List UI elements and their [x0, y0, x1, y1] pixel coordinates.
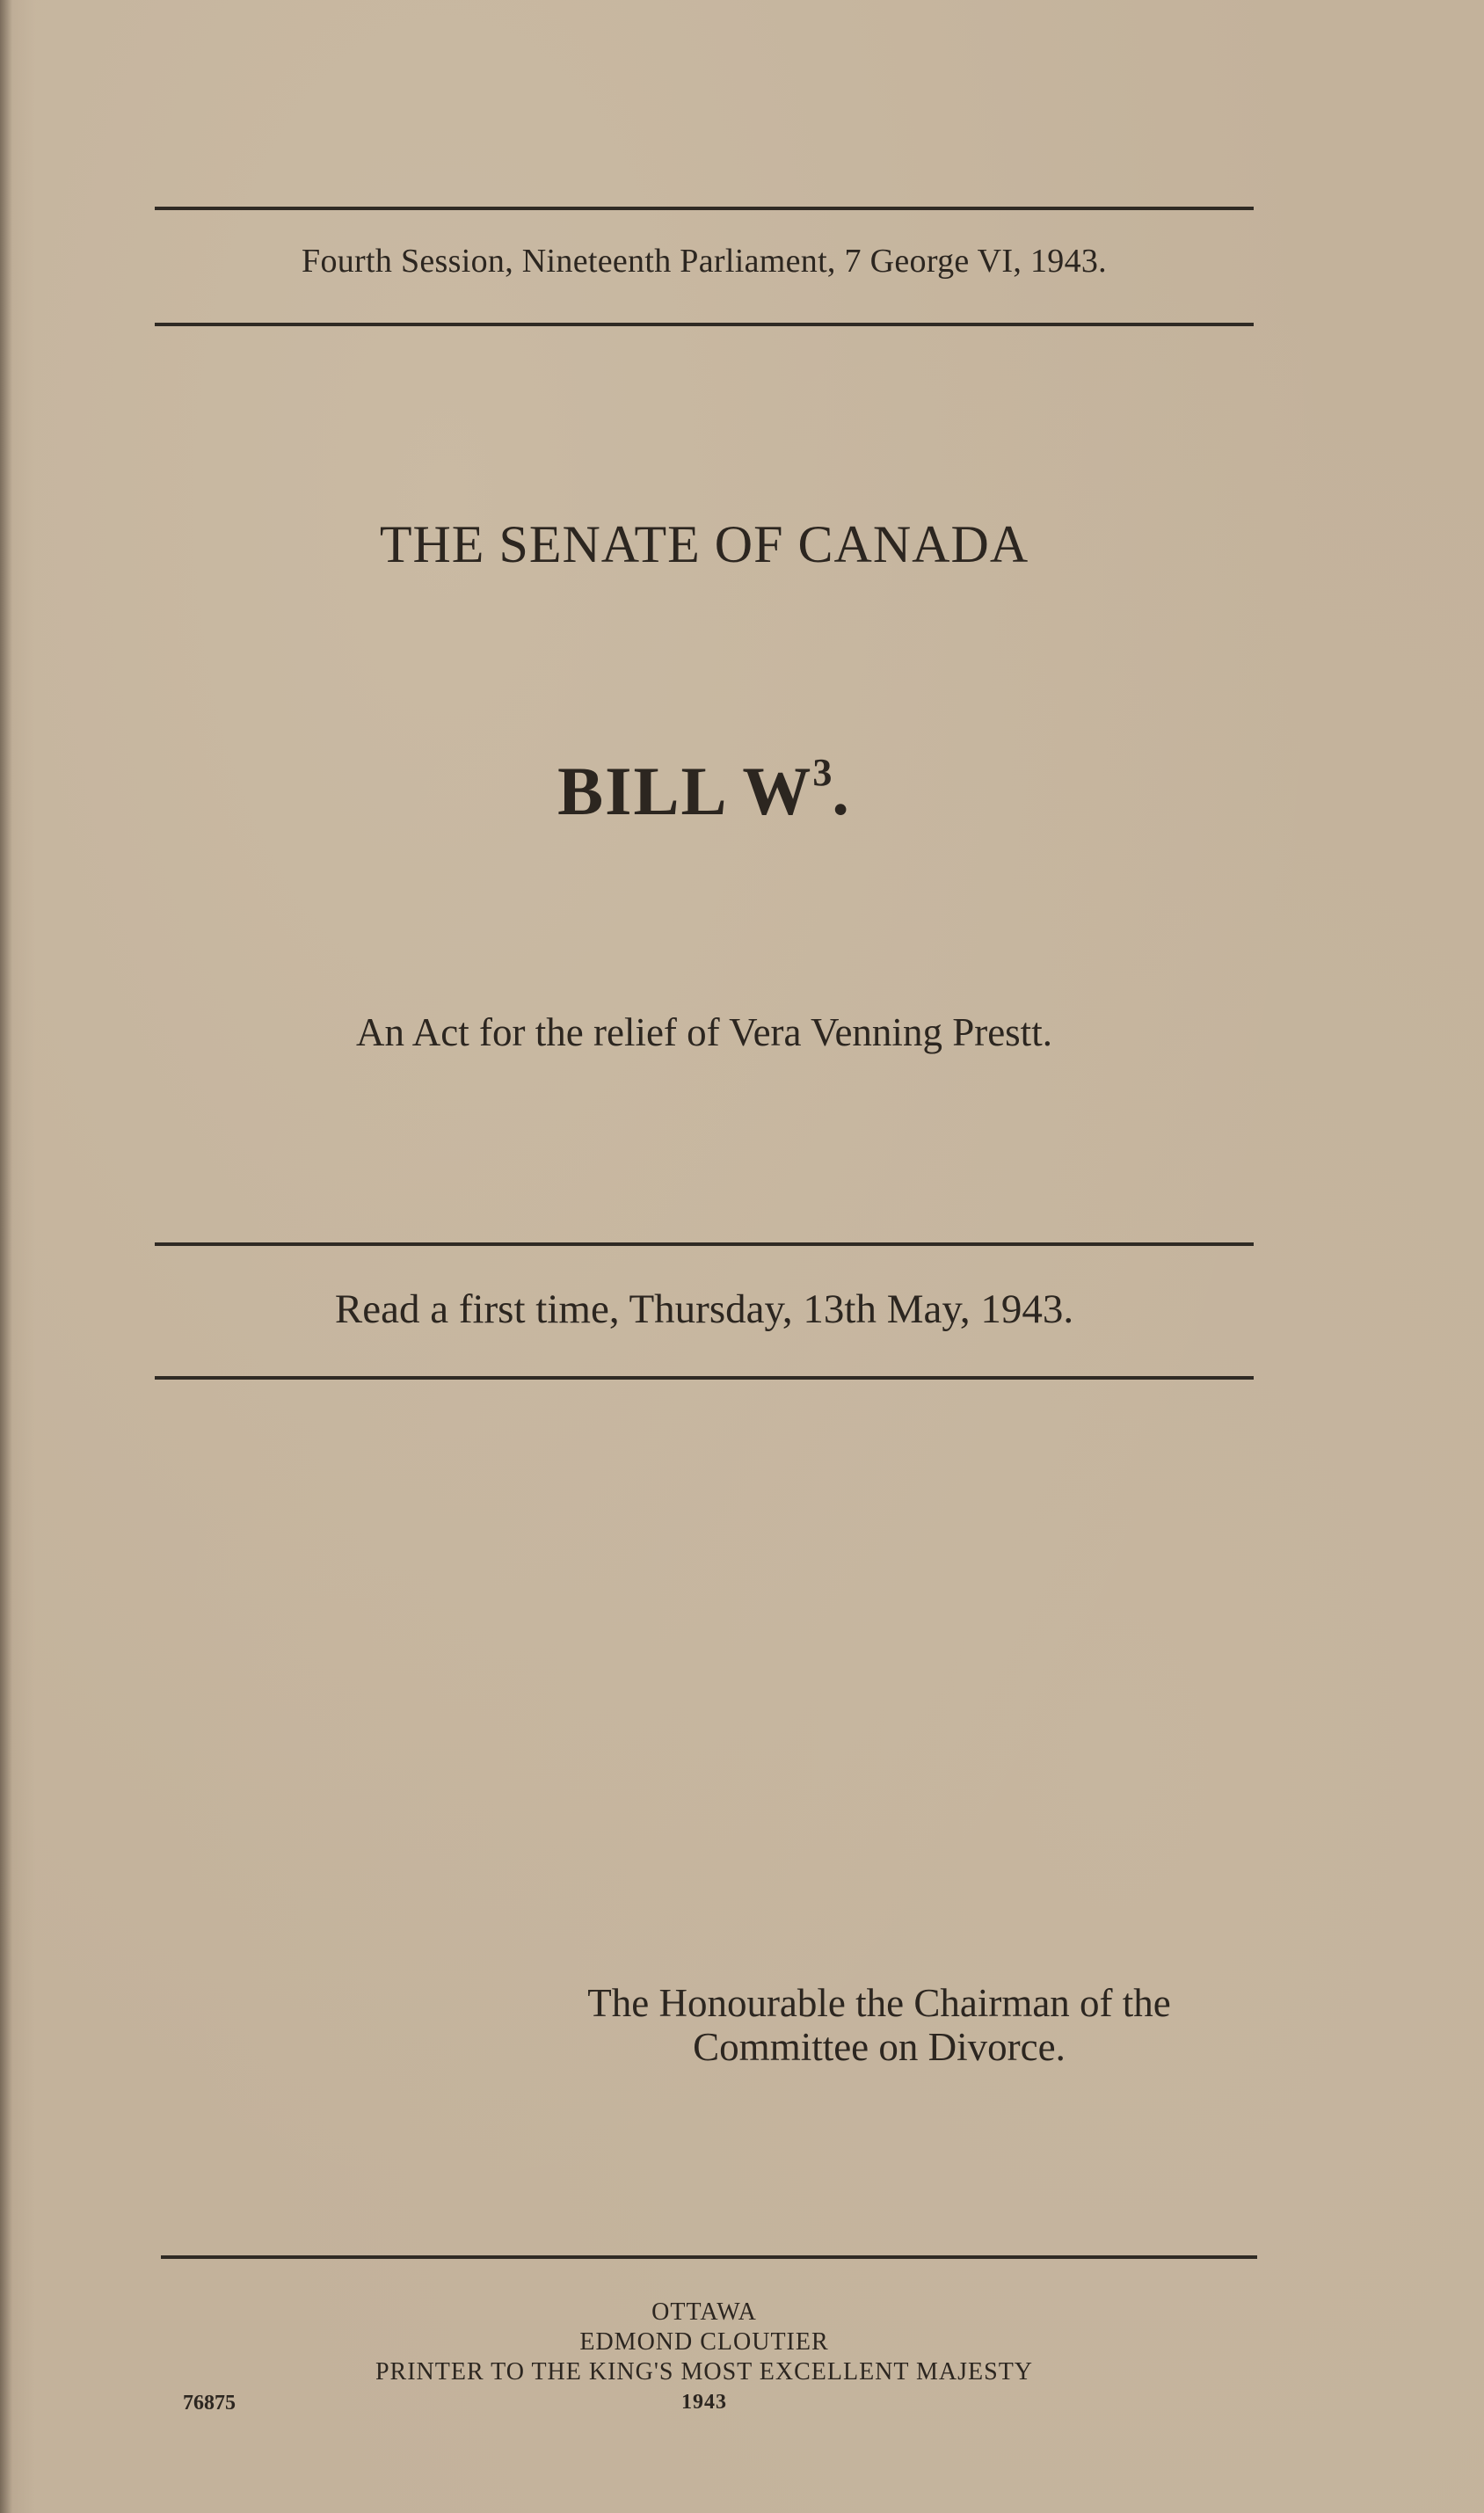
senate-title: THE SENATE OF CANADA — [379, 515, 1029, 573]
bill-label: BILL W — [557, 753, 813, 829]
reading-top-rule — [155, 1242, 1254, 1246]
imprint-block — [155, 2298, 1254, 2417]
imprint-year: 1943 — [681, 2391, 727, 2414]
sponsor-line-2: Committee on Divorce. — [693, 2025, 1066, 2069]
binding-edge — [0, 0, 12, 2513]
imprint-printer-title: PRINTER TO THE KING'S MOST EXCELLENT MAJESTY — [375, 2358, 1034, 2386]
bill-suffix: . — [832, 753, 851, 829]
imprint-city: OTTAWA — [651, 2298, 757, 2326]
bill-superscript: 3 — [812, 751, 833, 794]
top-rule — [155, 207, 1254, 210]
reading-line: Read a first time, Thursday, 13th May, 1943. — [334, 1286, 1074, 1332]
header-bottom-rule — [155, 323, 1254, 326]
sponsor-line-1: The Honourable the Chairman of the — [587, 1981, 1171, 2025]
bill-title — [155, 752, 1254, 831]
imprint-rule — [161, 2255, 1257, 2259]
session-line: Fourth Session, Nineteenth Parliament, 7 George VI, 1943. — [302, 243, 1107, 280]
reading-bottom-rule — [155, 1376, 1254, 1380]
sponsor-block — [519, 1981, 1240, 2069]
imprint-printer: EDMOND CLOUTIER — [579, 2328, 829, 2356]
job-number: 76875 — [183, 2392, 236, 2415]
act-description: An Act for the relief of Vera Venning Prestt. — [356, 1010, 1052, 1054]
